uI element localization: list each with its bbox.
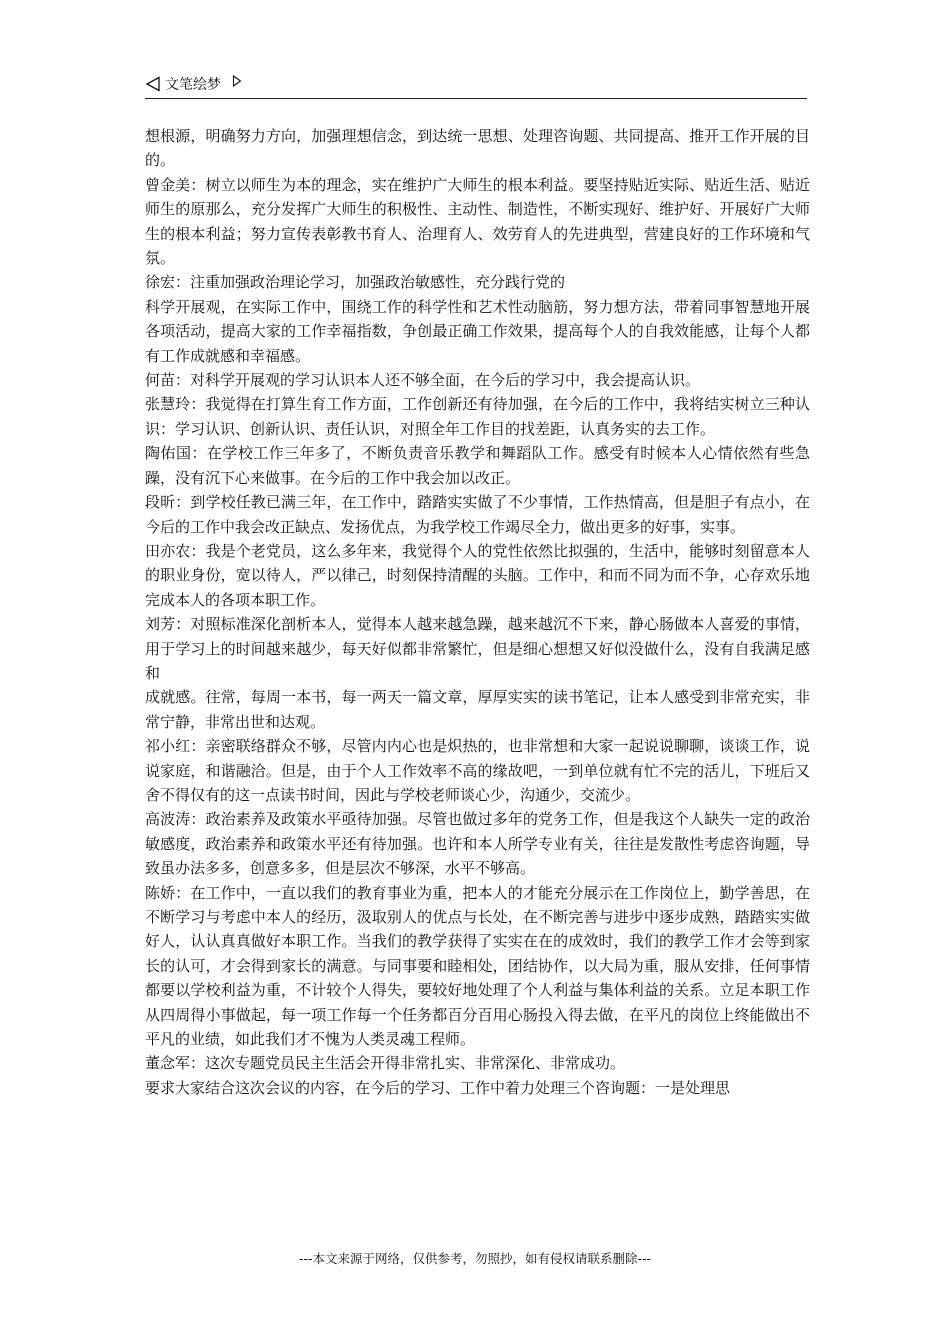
- paragraph: 曾金美：树立以师生为本的理念，实在维护广大师生的根本利益。要坚持贴近实际、贴近生活、贴近师生的原那么，充分发挥广大师生的积极性、主动性、制造性，不断实现好、维护好、开展好广大师生的根本利益；努力宣传表彰教书育人、治理育人、效劳育人的先进典型，营建良好的工作环境和气氛。: [145, 175, 810, 268]
- paragraph: 董念军：这次专题党员民主生活会开得非常扎实、非常深化、非常成功。: [145, 1054, 626, 1073]
- paragraph: 高波涛：政治素养及政策水平亟待加强。尽管也做过多年的党务工作，但是我这个人缺失一定的政治敏感度，政治素养和政策水平还有待加强。也许和本人所学专业有关，往往是发散性考虑咨询题，导致虽办法多多，创意多多，但是层次不够深，水平不够高。: [145, 810, 810, 878]
- paragraph: 田亦农：我是个老党员，这么多年来，我觉得个人的党性依然比拟强的，生活中，能够时刻留意本人的职业身份，宽以待人，严以律己，时刻保持清醒的头脑。工作中，和而不同为而不争，心存欢乐地完成本人的各项本职工作。: [145, 541, 810, 609]
- paragraph: 何苗：对科学开展观的学习认识本人还不够全面，在今后的学习中，我会提高认识。: [145, 371, 701, 390]
- paragraph: 段昕：到学校任教已满三年，在工作中，踏踏实实做了不少事情，工作热情高，但是胆子有点小，在今后的工作中我会改正缺点、发扬优点，为我学校工作竭尽全力，做出更多的好事，实事。: [145, 493, 810, 536]
- paragraph: 陶佑国：在学校工作三年多了，不断负责音乐教学和舞蹈队工作。感受有时候本人心情依然有些急躁，没有沉下心来做事。在今后的工作中我会加以改正。: [145, 444, 810, 487]
- paragraph: 科学开展观，在实际工作中，围绕工作的科学性和艺术性动脑筋，努力想方法，带着同事智慧地开展各项活动，提高大家的工作幸福指数，争创最正确工作效果，提高每个人的自我效能感，让每个人都有工作成就感和幸福感。: [145, 297, 810, 365]
- triangle-right-outline-icon: [232, 75, 242, 87]
- paragraph: 陈娇：在工作中，一直以我们的教育事业为重，把本人的才能充分展示在工作岗位上，勤学善思，在不断学习与考虑中本人的经历，汲取别人的优点与长处，在不断完善与进步中逐步成熟，踏踏实实做好人，认认真真做好本职工作。当我们的教学获得了实实在在的成效时，我们的教学工作才会等到家长的认可，才会得到家长的满意。与同事要和睦相处，团结协作，以大局为重，服从安排，任何事情都要以学校利益为重，不计较个人得失，要较好地处理了个人利益与集体利益的关系。立足本职工作从四周得小事做起，每一项工作每一个任务都百分百用心肠投入得去做，在平凡的岗位上终能做出不平凡的业绩，如此我们才不愧为人类灵魂工程师。: [145, 883, 810, 1049]
- paragraph: 要求大家结合这次会议的内容，在今后的学习、工作中着力处理三个咨询题：一是处理思: [145, 1078, 731, 1097]
- triangle-left-outline-icon: [145, 76, 161, 92]
- paragraph: 成就感。往常，每周一本书，每一两天一篇文章，厚厚实实的读书笔记，让本人感受到非常充实，非常宁静，非常出世和达观。: [145, 688, 810, 731]
- paragraph: 徐宏：注重加强政治理论学习，加强政治敏感性，充分践行党的: [145, 273, 566, 292]
- paragraph: 想根源，明确努力方向，加强理想信念，到达统一思想、处理咨询题、共同提高、推开工作开展的目的。: [145, 127, 810, 170]
- page-header: [145, 72, 807, 99]
- brand-title: 文笔绘梦: [165, 77, 221, 93]
- paragraph: 祁小红：亲密联络群众不够，尽管内内心也是炽热的，也非常想和大家一起说说聊聊，谈谈工作，说说家庭，和谐融洽。但是，由于个人工作效率不高的缘故吧，一到单位就有忙不完的活儿，下班后又舍不得仅有的这一点读书时间，因此与学校老师谈心少，沟通少，交流少。: [145, 737, 810, 804]
- footer-notice: ---本文来源于网络，仅供参考，勿照抄，如有侵权请联系删除---: [298, 1251, 652, 1266]
- document-body: [145, 124, 810, 1100]
- paragraph: 刘芳：对照标准深化剖析本人，觉得本人越来越急躁，越来越沉不下来，静心肠做本人喜爱的事情，用于学习上的时间越来越少，每天好似都非常繁忙，但是细心想想又好似没做什么，没有自我满足感和: [145, 615, 810, 682]
- paragraph: 张慧玲：我觉得在打算生育工作方面，工作创新还有待加强，在今后的工作中，我将结实树立三种认识：学习认识、创新认识、责任认识，对照全年工作目的找差距，认真务实的去工作。: [145, 395, 810, 438]
